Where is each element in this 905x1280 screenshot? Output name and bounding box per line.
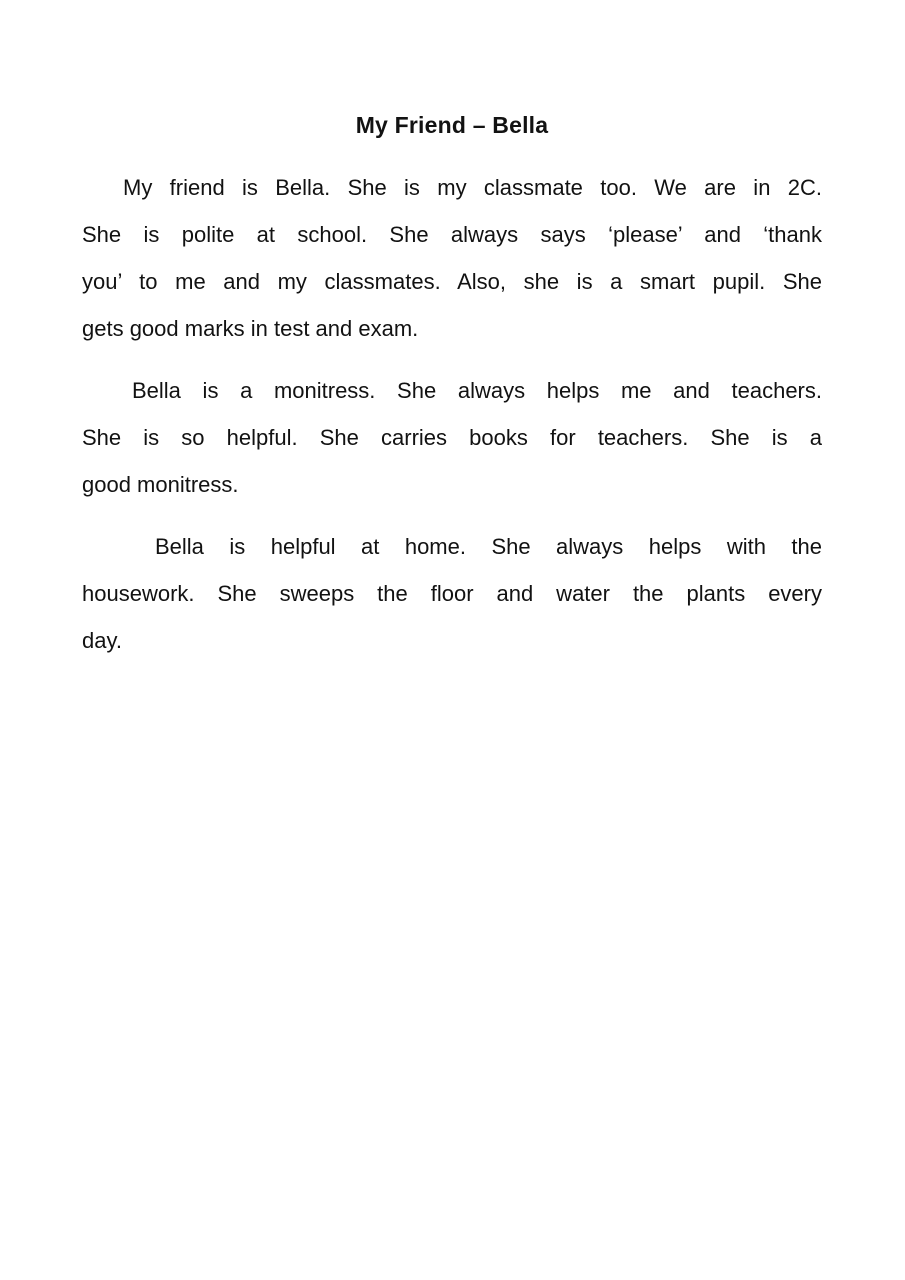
paragraph-1-line-3: you’ to me and my classmates. Also, she is a smart pupil. She [82, 269, 822, 294]
paragraph-2-line-1: Bella is a monitress. She always helps me and teachers. [132, 378, 822, 403]
paragraph-3 [82, 523, 822, 664]
paragraph-2-line-3: good monitress. [82, 472, 239, 497]
paragraph-2-line-2: She is so helpful. She carries books for teachers. She is a [82, 425, 822, 450]
document-title: My Friend – Bella [355, 112, 549, 138]
paragraph-1-line-2: She is polite at school. She always says ‘please’ and ‘thank [82, 222, 822, 247]
paragraph-3-line-2: housework. She sweeps the floor and water the plants every [82, 581, 822, 606]
paragraph-2 [82, 367, 822, 508]
paragraph-1 [82, 164, 822, 352]
paragraph-3-line-1: Bella is helpful at home. She always helps with the [155, 534, 822, 559]
paragraph-1-line-4: gets good marks in test and exam. [82, 316, 419, 341]
paragraph-3-line-3: day. [82, 628, 122, 653]
paragraph-1-line-1: My friend is Bella. She is my classmate too. We are in 2C. [123, 175, 822, 200]
